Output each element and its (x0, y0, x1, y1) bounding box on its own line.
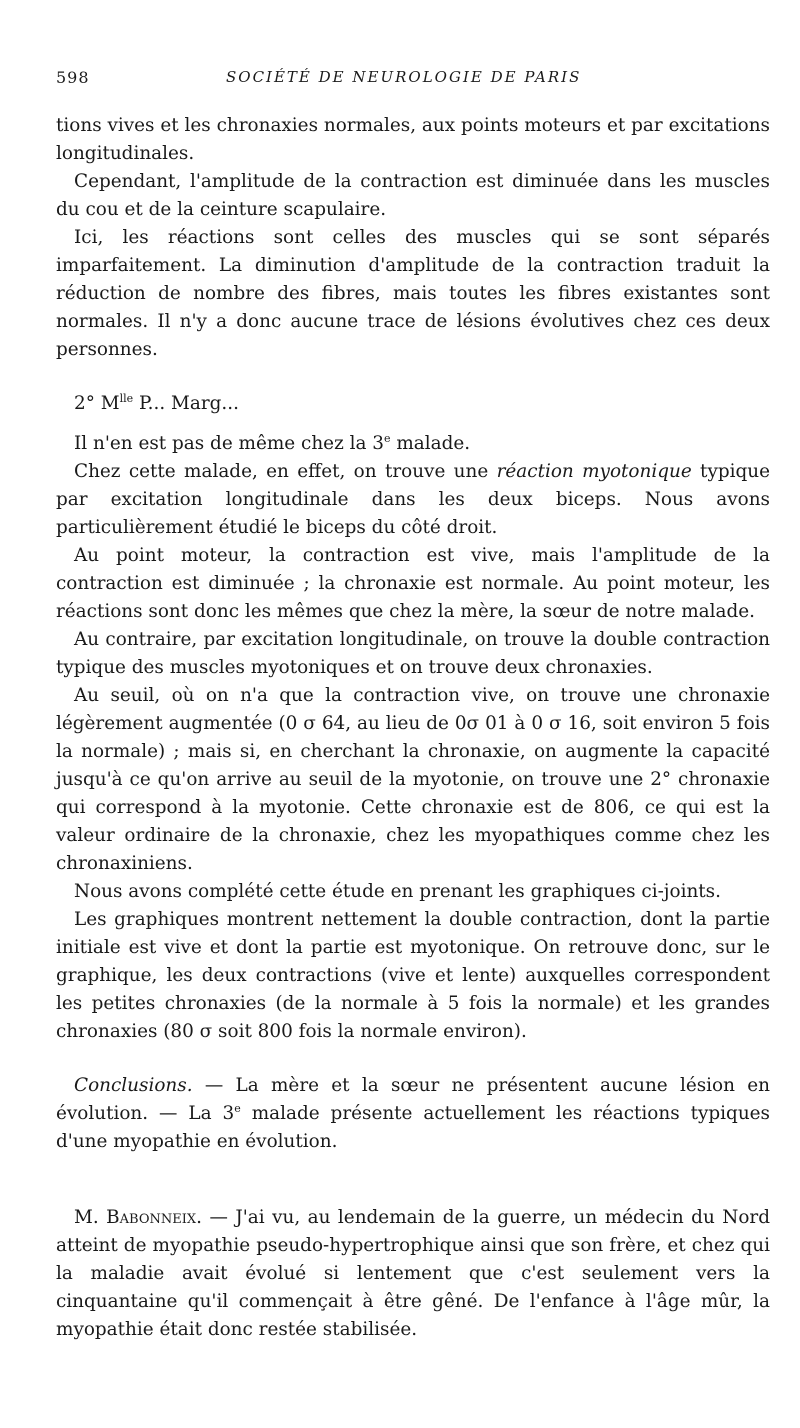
case-title-m: M (100, 393, 120, 414)
text-run: — La mère et la sœur ne présentent aucune lésion en évolution. — La 3 (56, 1075, 770, 1124)
case-title-sup: lle (119, 391, 134, 405)
spacer (56, 1156, 770, 1204)
page-number: 598 (56, 68, 90, 87)
paragraph-graphs-intro: Nous avons complété cette étude en prenant les graphiques ci-joints. (74, 881, 721, 902)
case-number: 2° (74, 393, 95, 414)
paragraph-motor-point: Au point moteur, la contraction est vive, mais l'amplitude de la contraction est diminuée ; la chronaxie est normale. Au point moteur, les réactions sont donc les mêmes que chez la mère, la sœur de notre malade. (56, 545, 770, 622)
text-run: malade. (390, 433, 471, 454)
paragraph-third-patient (56, 430, 770, 458)
text-run: typique par excitation longitudinale dans les deux biceps. Nous avons particulièrement étudié le biceps du côté droit. (56, 461, 770, 538)
paragraph-discussion (56, 1204, 770, 1344)
paragraph-graphs: Les graphiques montrent nettement la double contraction, dont la partie initiale est vive et dont la partie est myotonique. On retrouve donc, sur le graphique, les deux contractions (vive et lente) auxquelles correspondent les petites chronaxies (de la normale à 5 fois la normale) et les grandes chronaxies (80 σ soit 800 fois la normale environ). (56, 909, 770, 1042)
text-run: Il n'en est pas de même chez la 3 (74, 433, 384, 454)
text-run: . — J'ai vu, au lendemain de la guerre, un médecin du Nord atteint de myopathie pseudo-hypertrophique ainsi que son frère, et chez qui la maladie avait évolué si lentement que c'est seulement vers la cinquantaine qu'il commençait à être gêné. De l'enfance à l'âge mûr, la myopathie était donc restée stabilisée. (56, 1207, 770, 1340)
paragraph-myotonic-reaction (56, 458, 770, 542)
conclusions-label: Conclusions. (74, 1075, 193, 1096)
paragraph-reactions: Ici, les réactions sont celles des muscles qui se sont séparés imparfaitement. La diminution d'amplitude de la contraction traduit la réduction de nombre des fibres, mais toutes les fibres existantes sont normales. Il n'y a donc aucune trace de lésions évolutives chez ces deux personnes. (56, 227, 770, 360)
speaker-name: Babonneix (106, 1207, 197, 1228)
paragraph-longitudinal: Au contraire, par excitation longitudinale, on trouve la double contraction typique des muscles myotoniques et on trouve deux chronaxies. (56, 629, 770, 678)
text-run: Chez cette malade, en effet, on trouve une (74, 461, 497, 482)
page (56, 64, 770, 1344)
spacer (56, 92, 770, 112)
case-heading (56, 390, 770, 418)
text-run: malade présente actuellement les réactions typiques d'une myopathie en évolution. (56, 1103, 770, 1152)
spacer (56, 364, 770, 390)
paragraph-conclusions (56, 1072, 770, 1156)
journal-title: SOCIÉTÉ DE NEUROLOGIE DE PARIS (226, 68, 582, 86)
spacer (56, 1046, 770, 1072)
running-head (56, 64, 770, 92)
superscript: e (384, 431, 391, 445)
paragraph-continuation: tions vives et les chronaxies normales, aux points moteurs et par excitations longitudinales. (56, 115, 770, 164)
spacer (56, 418, 770, 430)
italic-term: réaction myotonique (496, 461, 692, 482)
paragraph-amplitude: Cependant, l'amplitude de la contraction est diminuée dans les muscles du cou et de la ceinture scapulaire. (56, 171, 770, 220)
paragraph-threshold: Au seuil, où on n'a que la contraction vive, on trouve une chronaxie légèrement augmentée (0 σ 64, au lieu de 0σ 01 à 0 σ 16, soit environ 5 fois la normale) ; mais si, en cherchant la chronaxie, on augmente la capacité jusqu'à ce qu'on arrive au seuil de la myotonie, on trouve une 2° chronaxie qui correspond à la myotonie. Cette chronaxie est de 806, ce qui est la valeur ordinaire de la chronaxie, chez les myopathiques comme chez les chronaxiniens. (56, 685, 770, 874)
superscript: e (234, 1101, 241, 1115)
case-title-name: P... Marg... (133, 393, 239, 414)
text-run: M. (74, 1207, 107, 1228)
